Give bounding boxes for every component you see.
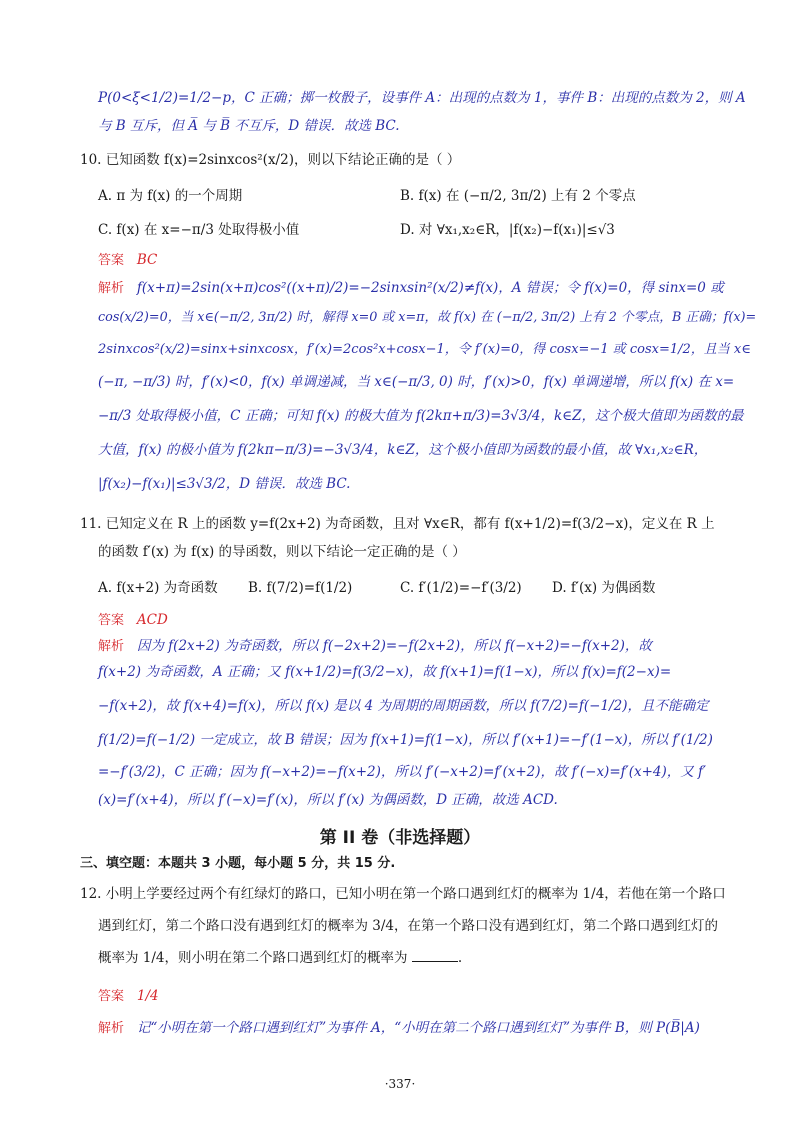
q10-analysis-line: cos(x/2)=0，当 x∈(−π/2, 3π/2) 时，解得 x=0 或 x=π，故 f(x) 在 (−π/2, 3π/2) 上有 2 个零点，B 正确；f(x)= <box>98 310 757 325</box>
page-number: ·337· <box>384 1077 416 1091</box>
q11-answer-row <box>98 610 168 631</box>
q10-option-b: B. f(x) 在 (−π/2, 3π/2) 上有 2 个零点 <box>400 188 636 204</box>
q10-option-c: C. f(x) 在 x=−π/3 处取得极小值 <box>98 222 300 238</box>
q10-analysis-line: −π/3 处取得极小值，C 正确；可知 f(x) 的极大值为 f(2kπ+π/3)=3√3/4，k∈Z，这个极大值即为函数的最 <box>98 408 744 424</box>
q12-analysis-label: 解析 <box>98 1021 125 1036</box>
q12-stem-line3-end: . <box>457 950 463 966</box>
q10-option-d: D. 对 ∀x₁,x₂∈R，|f(x₂)−f(x₁)|≤√3 <box>400 222 615 238</box>
q11-analysis-line: 因为 f(2x+2) 为奇函数，所以 f(−2x+2)=−f(2x+2)，所以 f(−x+2)=−f(x+2)，故 <box>136 638 652 654</box>
q10-answer-row <box>98 250 157 271</box>
q12-stem-line3 <box>98 948 462 968</box>
part2-title: 第 II 卷（非选择题） <box>319 828 481 848</box>
q11-option-d: D. f′(x) 为偶函数 <box>552 580 656 596</box>
q12-stem-line2: 遇到红灯，第二个路口没有遇到红灯的概率为 3/4，在第一个路口没有遇到红灯，第二个路口遇到红灯的 <box>98 918 719 934</box>
prev-solution-line2: 与 B 互斥，但 A̅ 与 B̅ 不互斥，D 错误．故选 BC. <box>98 118 400 134</box>
q12-stem-line3-text: 概率为 1/4，则小明在第二个路口遇到红灯的概率为 <box>98 950 408 966</box>
q11-analysis-label: 解析 <box>98 639 125 654</box>
q11-stem-line2: 的函数 f′(x) 为 f(x) 的导函数，则以下结论一定正确的是（ ） <box>98 544 466 560</box>
q10-answer-label: 答案 <box>98 253 125 268</box>
q12-analysis-line: 记“小明在第一个路口遇到红灯”为事件 A，“小明在第二个路口遇到红灯”为事件 B，则 P(B̅|A) <box>136 1020 700 1036</box>
q12-stem-line1: 12. 小明上学要经过两个有红绿灯的路口，已知小明在第一个路口遇到红灯的概率为 1/4，若他在第一个路口 <box>80 886 726 902</box>
q12-analysis-row <box>98 1018 700 1039</box>
q11-answer: ACD <box>136 612 168 628</box>
section-3-heading: 三、填空题：本题共 3 小题，每小题 5 分，共 15 分. <box>80 856 396 871</box>
q10-analysis-line: 2sinxcos²(x/2)=sinx+sinxcosx，f′(x)=2cos²x+cosx−1，令 f′(x)=0，得 cosx=−1 或 cosx=1/2，且当 x∈ <box>98 342 751 357</box>
q11-option-b: B. f(7/2)=f(1/2) <box>248 580 353 596</box>
q11-analysis-line: f(x+2) 为奇函数，A 正确；又 f(x+1/2)=f(3/2−x)，故 f(x+1)=f(1−x)，所以 f(x)=f(2−x)= <box>98 664 672 680</box>
q12-answer-label: 答案 <box>98 989 125 1004</box>
q11-stem-line1: 11. 已知定义在 R 上的函数 y=f(2x+2) 为奇函数，且对 ∀x∈R，都有 f(x+1/2)=f(3/2−x)，定义在 R 上 <box>80 516 715 532</box>
q11-analysis-row-0 <box>98 636 652 657</box>
prev-solution-line1: P(0<ξ<1/2)=1/2−p，C 正确；掷一枚骰子，设事件 A：出现的点数为 1，事件 B：出现的点数为 2，则 A <box>98 90 746 106</box>
q11-analysis-line: f(1/2)=f(−1/2) 一定成立，故 B 错误；因为 f(x+1)=f(1−x)，所以 f′(x+1)=−f′(1−x)，所以 f′(1/2) <box>98 732 713 748</box>
q10-analysis-row-0 <box>98 278 724 299</box>
answer-blank <box>412 949 458 962</box>
q10-option-a: A. π 为 f(x) 的一个周期 <box>98 188 243 204</box>
q10-analysis-label: 解析 <box>98 281 125 296</box>
q11-answer-label: 答案 <box>98 613 125 628</box>
q10-stem: 10. 已知函数 f(x)=2sinxcos²(x/2)，则以下结论正确的是（ ） <box>80 152 461 168</box>
q11-analysis-line: −f(x+2)，故 f(x+4)=f(x)，所以 f(x) 是以 4 为周期的周期函数，所以 f(7/2)=f(−1/2)，且不能确定 <box>98 698 709 714</box>
q11-option-a: A. f(x+2) 为奇函数 <box>98 580 218 596</box>
q10-analysis-line: 大值，f(x) 的极小值为 f(2kπ−π/3)=−3√3/4，k∈Z，这个极小值即为函数的最小值，故 ∀x₁,x₂∈R， <box>98 442 708 458</box>
q12-answer: 1/4 <box>136 988 159 1004</box>
q10-analysis-line: (−π, −π/3) 时，f′(x)<0，f(x) 单调递减，当 x∈(−π/3, 0) 时，f′(x)>0，f(x) 单调递增，所以 f(x) 在 x= <box>98 374 735 390</box>
q11-analysis-line: (x)=f′(x+4)，所以 f′(−x)=f′(x)，所以 f′(x) 为偶函数，D 正确，故选 ACD. <box>98 792 558 808</box>
q10-answer: BC <box>136 252 158 268</box>
q10-analysis-line: f(x+π)=2sin(x+π)cos²((x+π)/2)=−2sinxsin²(x/2)≠f(x)，A 错误；令 f(x)=0，得 sinx=0 或 <box>136 280 724 296</box>
q12-answer-row <box>98 986 159 1007</box>
q10-analysis-line: |f(x₂)−f(x₁)|≤3√3/2，D 错误．故选 BC. <box>98 476 351 492</box>
q11-analysis-line: =−f′(3/2)，C 正确；因为 f(−x+2)=−f(x+2)，所以 f′(−x+2)=f′(x+2)，故 f′(−x)=f′(x+4)，又 f′ <box>98 764 707 780</box>
q11-option-c: C. f′(1/2)=−f′(3/2) <box>400 580 522 596</box>
